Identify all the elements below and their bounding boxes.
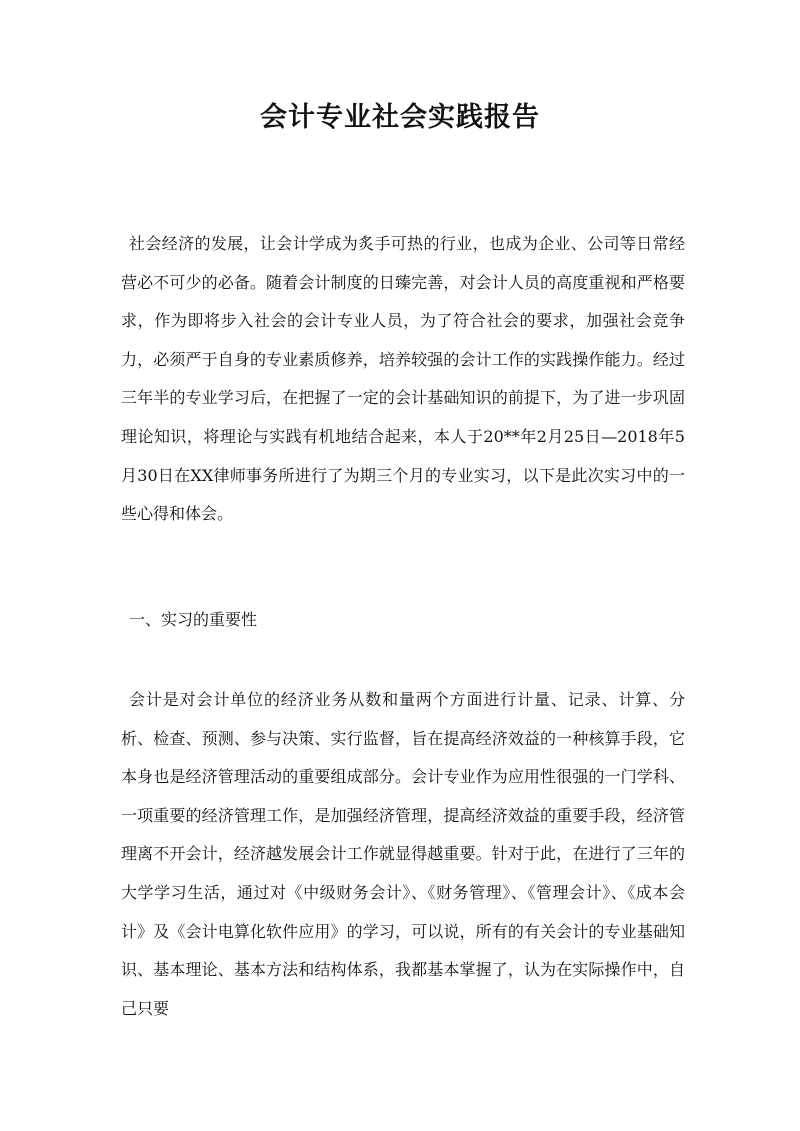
paragraph-importance: 会计是对会计单位的经济业务从数和量两个方面进行计量、记录、计算、分析、检查、预测、参与决策、实行监督，旨在提高经济效益的一种核算手段，它本身也是经济管理活动的重要组成部分。会计专业作为应用性很强的一门学科、一项重要的经济管理工作，是加强经济管理，提高经济效益的重要手段，经济管理离不开会计，经济越发展会计工作就显得越重要。针对于此，在进行了三年的大学学习生活，通过对《中级财务会计》、《财务管理》、《管理会计》、《成本会计》及《会计电算化软件应用》的学习，可以说，所有的有关会计的专业基础知识、基本理论、基本方法和结构体系，我都基本掌握了，认为在实际操作中，自己只要 — [121, 690, 685, 1018]
section-heading: 一、实习的重要性 — [129, 610, 258, 629]
paragraph-intro: 社会经济的发展，让会计学成为炙手可热的行业，也成为企业、公司等日常经营必不可少的必备。随着会计制度的日臻完善，对会计人员的高度重视和严格要求，作为即将步入社会的会计专业人员，为了符合社会的要求，加强社会竞争力，必须严于自身的专业素质修养，培养较强的会计工作的实践操作能力。经过三年半的专业学习后，在把握了一定的会计基础知识的前提下，为了进一步巩固理论知识，将理论与实践有机地结合起来，本人于20**年2月25日—2018年5月30日在XX律师事务所进行了为期三个月的专业实习，以下是此次实习中的一些心得和体会。 — [121, 234, 685, 524]
document-title: 会计专业社会实践报告 — [260, 102, 540, 133]
